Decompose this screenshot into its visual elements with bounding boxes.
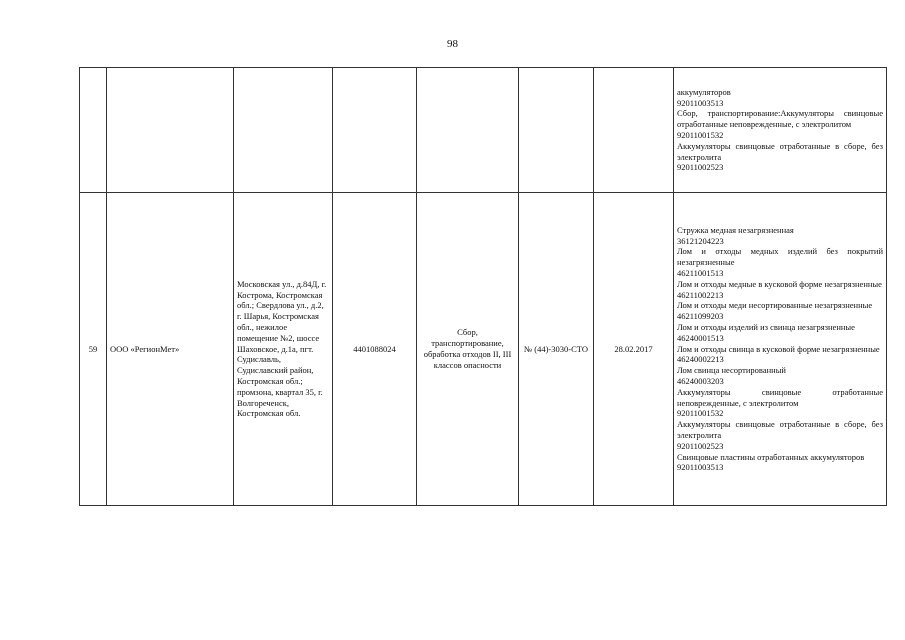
- page-number: 98: [447, 38, 458, 50]
- license-date-cell: [594, 68, 674, 193]
- waste-line: Лом и отходы медные в кусковой форме незагрязненные: [677, 278, 882, 289]
- waste-code: 46211002213: [677, 289, 724, 300]
- row-number-cell: [80, 68, 107, 193]
- waste-line: Сбор, транспортирование:Аккумуляторы свинцовые отработанные неповрежденные, с электролитом: [677, 108, 883, 130]
- waste-code: 36121204223: [677, 235, 724, 246]
- table-row: [80, 193, 887, 506]
- waste-line: Свинцовые пластины отработанных аккумуляторов: [677, 451, 865, 462]
- waste-code: 46211099203: [677, 311, 724, 322]
- row-number-cell: 59: [80, 193, 107, 506]
- address-cell: Московская ул., д.84Д, г. Кострома, Костромская обл.; Свердлова ул., д.2, г. Шарья, Костромская обл., нежилое помещение №2, шоссе Шаховское, д.1а, пгт. Судиславль, Судиславский район, Костромская обл.; промзона, квартал 35, г. Волгореченск, Костромская обл.: [234, 193, 333, 506]
- organization-cell: [107, 68, 234, 193]
- organization-cell: ООО «РегионМет»: [107, 193, 234, 506]
- license-registry-table: [79, 67, 887, 506]
- waste-line: Аккумуляторы свинцовые отработанные в сборе, без электролита: [677, 419, 883, 440]
- waste-line: Стружка медная незагрязненная: [677, 224, 794, 235]
- waste-line: Лом и отходы медных изделий без покрытий незагрязненные: [677, 246, 883, 268]
- license-number-cell: № (44)-3030-СТО: [519, 193, 594, 506]
- waste-line: Лом свинца несортированный: [677, 365, 786, 376]
- table-row: [80, 68, 887, 193]
- address-cell: [234, 68, 333, 193]
- activity-cell: Сбор, транспортирование, обработка отходов II, III классов опасности: [417, 193, 519, 506]
- inn-cell: 4401088024: [333, 193, 417, 506]
- waste-code: 46240002213: [677, 354, 724, 365]
- waste-line: Лом и отходы изделий из свинца незагрязненные: [677, 322, 855, 332]
- waste-line: Лом и отходы меди несортированные незагрязненные: [677, 300, 873, 311]
- waste-code: 92011003513: [677, 97, 724, 108]
- waste-code: 92011001532: [677, 408, 724, 419]
- waste-types-cell: [674, 68, 887, 193]
- license-number-cell: [519, 68, 594, 193]
- waste-code: 46240003203: [677, 375, 724, 386]
- table-body: [80, 68, 887, 506]
- waste-code: 92011002523: [677, 162, 724, 173]
- waste-line: аккумуляторов: [677, 86, 731, 97]
- waste-code: 46240001513: [677, 332, 724, 343]
- waste-code: 92011002523: [677, 440, 724, 451]
- waste-line: Аккумуляторы свинцовые отработанные в сборе, без электролита: [677, 140, 883, 162]
- waste-code: 92011003513: [677, 462, 724, 473]
- activity-cell: [417, 68, 519, 193]
- waste-types-cell: [674, 193, 887, 506]
- waste-line: Аккумуляторы свинцовые отработанные неповрежденные, с электролитом: [677, 386, 883, 408]
- waste-code: 46211001513: [677, 268, 724, 279]
- waste-code: 92011001532: [677, 130, 724, 140]
- inn-cell: [333, 68, 417, 193]
- license-date-cell: 28.02.2017: [594, 193, 674, 506]
- waste-line: Лом и отходы свинца в кусковой форме незагрязненные: [677, 343, 880, 354]
